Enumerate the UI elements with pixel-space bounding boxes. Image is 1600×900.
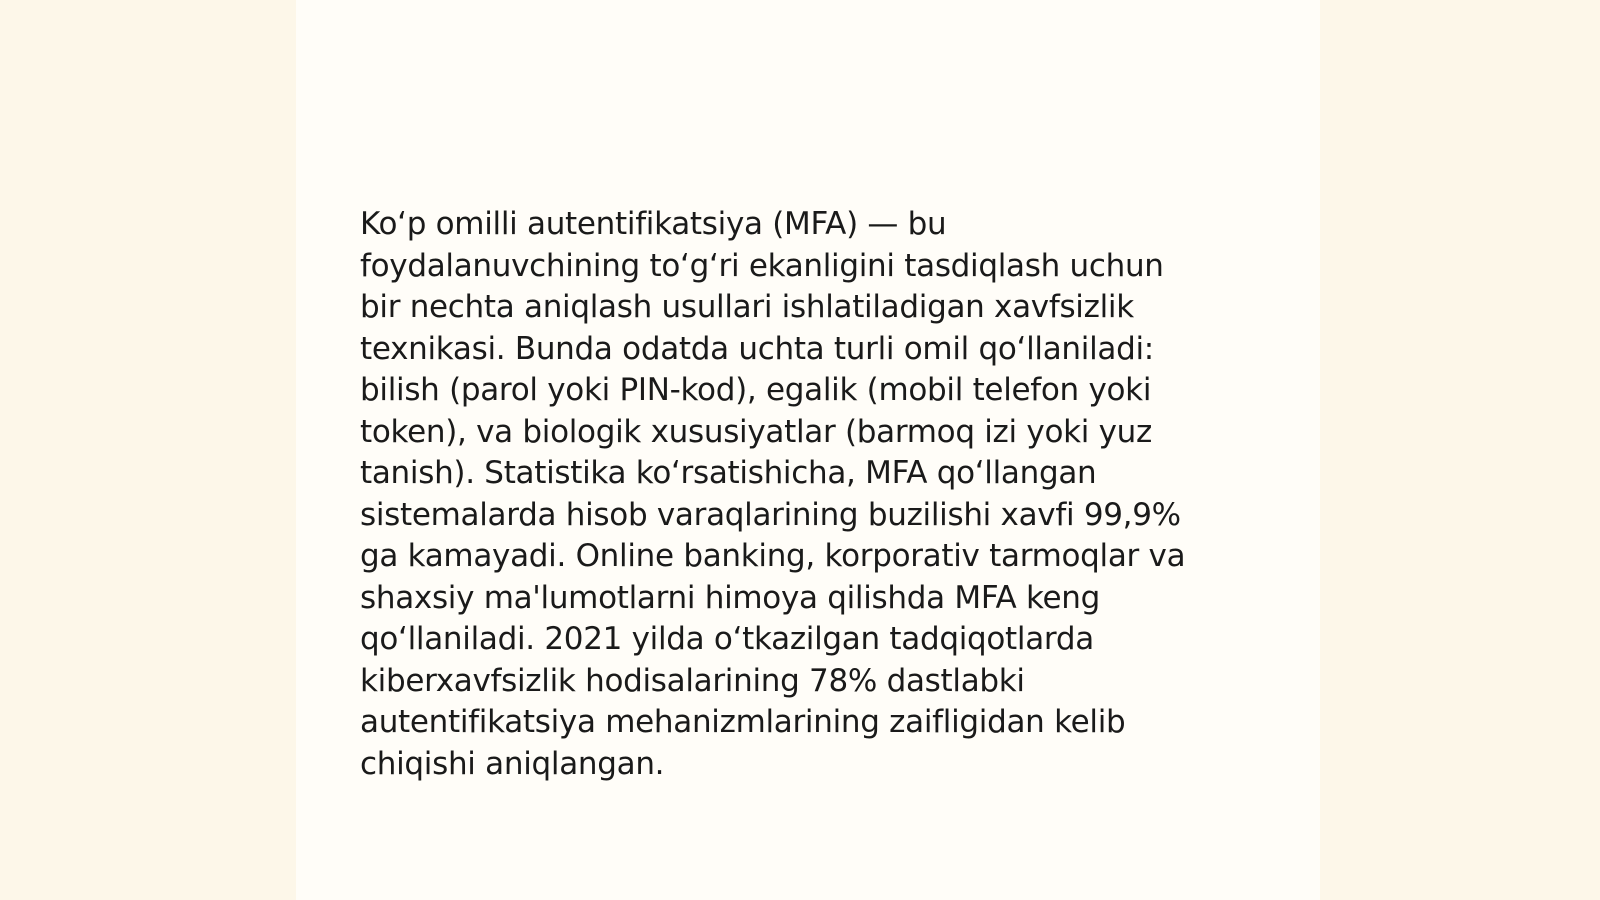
document-page [296, 0, 1320, 900]
body-paragraph: Ko‘p omilli autentifikatsiya (MFA) — bu foydalanuvchining to‘g‘ri ekanligini tasdiqlash uchun bir nechta aniqlash usullari ishlatiladigan xavfsizlik texnikasi. Bunda odatda uchta turli omil qo‘llaniladi: bilish (parol yoki PIN-kod), egalik (mobil telefon yoki token), va biologik xususiyatlar (barmoq izi yoki yuz tanish). Statistika ko‘rsatishicha, MFA qo‘llangan sistemalarda hisob varaqlarining buzilishi xavfi 99,9% ga kamayadi. Online banking, korporativ tarmoqlar va shaxsiy ma'lumotlarni himoya qilishda MFA keng qo‘llaniladi. 2021 yilda o‘tkazilgan tadqiqotlarda kiberxavfsizlik hodisalarining 78% dastlabki autentifikatsiya mehanizmlarining zaifligidan kelib chiqishi aniqlangan. [360, 206, 1186, 782]
